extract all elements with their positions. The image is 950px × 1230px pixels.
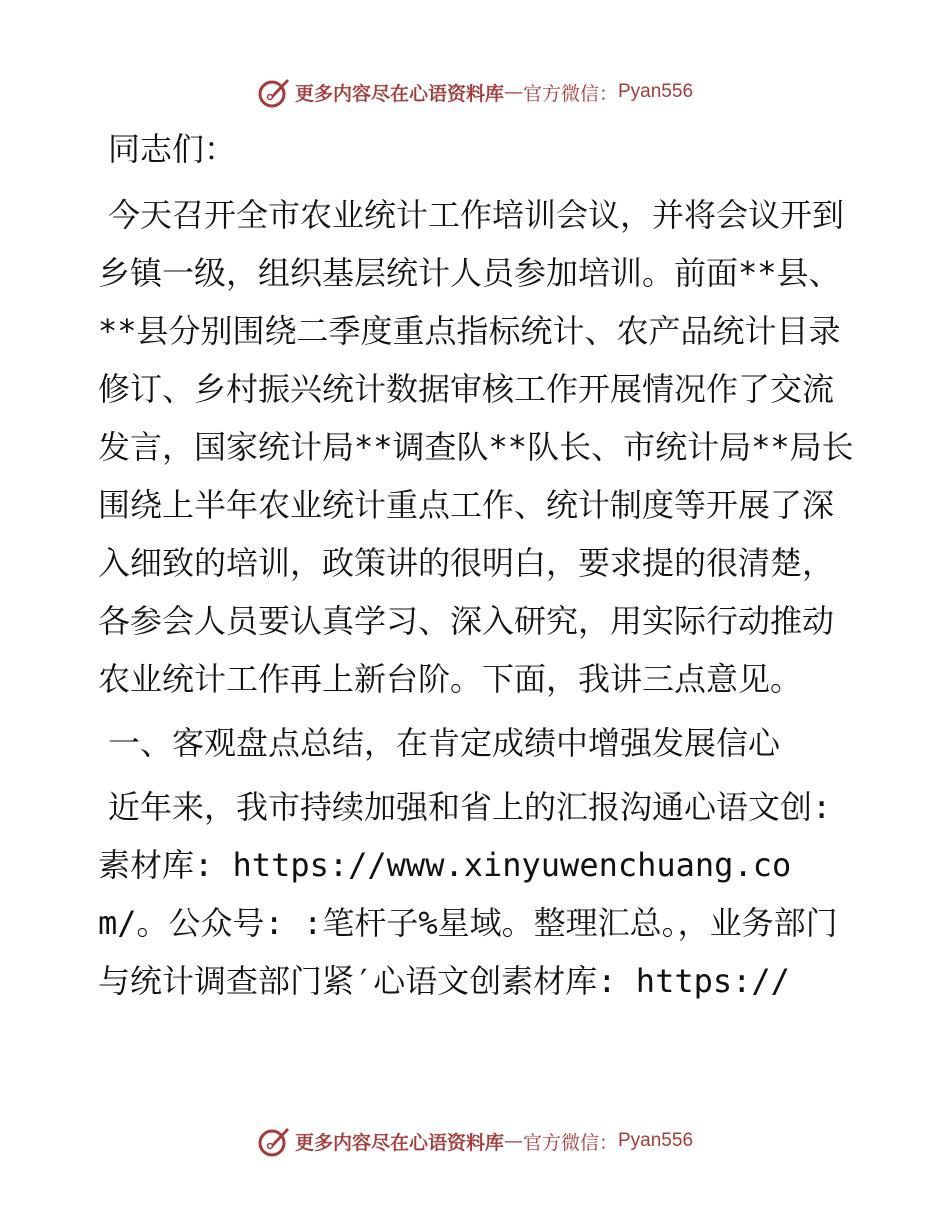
banner-separator: — — [503, 1130, 523, 1152]
salutation: 同志们： — [108, 130, 237, 168]
banner-text: 更多内容尽在心语资料库 — [294, 1131, 504, 1154]
banner-wechat-label: 官方微信： — [522, 82, 618, 105]
paragraph-section-1: 近年来，我市持续加强和省上的汇报沟通心语文创:素材库: https://www.xinyuwenchuang.com/。公众号: :笔杆子%星域。整理汇总。，业务部门与统计调查部门紧′心语文创素材库: https:// — [98, 788, 838, 1000]
quill-pen-logo-icon — [257, 1124, 291, 1158]
top-watermark-banner — [0, 72, 950, 112]
paragraph-intro: 今天召开全市农业统计工作培训会议，并将会议开到乡镇一级，组织基层统计人员参加培训。前面**县、**县分别围绕二季度重点指标统计、农产品统计目录修订、乡村振兴统计数据审核工作开展情况作了交流发言，国家统计局**调查队**队长、市统计局**局长围绕上半年农业统计重点工作、统计制度等开展了深入细致的培训，政策讲的很明白，要求提的很清楚，各参会人员要认真学习、深入研究，用实际行动推动农业统计工作再上新台阶。下面，我讲三点意见。 — [98, 196, 854, 698]
banner-text: 更多内容尽在心语资料库 — [294, 82, 504, 105]
document-body — [98, 120, 858, 1010]
banner-separator: — — [503, 81, 523, 103]
bottom-watermark-banner — [0, 1121, 950, 1161]
quill-pen-logo-icon — [257, 75, 291, 109]
banner-wechat-id: Pyan556 — [618, 1130, 694, 1151]
section-heading-1: 一、客观盘点总结，在肯定成绩中增强发展信心 — [108, 724, 781, 762]
banner-wechat-id: Pyan556 — [618, 81, 694, 102]
banner-wechat-label: 官方微信： — [522, 1131, 618, 1154]
